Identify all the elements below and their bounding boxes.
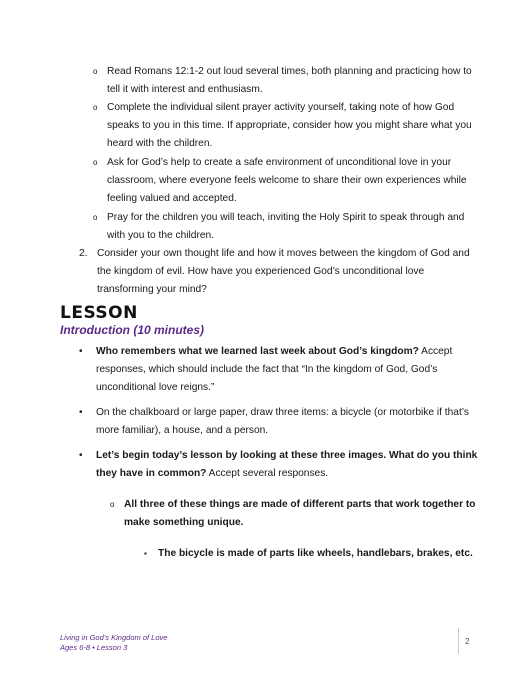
nested-detail-item [144,545,488,563]
square-bullet-marker: ▪ [144,549,147,558]
nested-detail-text: The bicycle is made of parts like wheels, handlebars, brakes, etc. [158,548,473,559]
footer-title: Living in God’s Kingdom of Love [60,633,168,642]
numbered-item-text: Consider your own thought life and how it moves between the kingdom of God and the kingdom of evil. How have you experienced God’s unconditional love transforming your mind? [97,248,470,296]
prep-subitem [93,99,482,154]
bullet-item [79,343,480,398]
section-heading: LESSON [60,303,138,323]
footer [60,633,167,653]
subheading: Introduction (10 minutes) [60,323,204,337]
prep-subitem-text: Ask for God’s help to create a safe environment of unconditional love in your classroom, where everyone feels welcome to share their own experiences while feeling valued and accepted. [107,157,467,205]
numbered-item [79,245,479,300]
nested-subitem [110,496,480,532]
prep-subitem-text: Complete the individual silent prayer activity yourself, taking note of how God speaks to you in this time. If appropriate, consider how you might share what you heard with the children. [107,102,472,150]
nested-subitem-text: All three of these things are made of different parts that work together to make something unique. [124,499,476,529]
page-number: 2 [465,637,470,646]
prep-subitem [93,209,482,245]
item-number: 2. [79,248,88,259]
hollow-circle-marker: o [93,213,98,222]
bullet-item [79,404,480,440]
prep-subitem-text: Read Romans 12:1-2 out loud several times, both planning and practicing how to tell it with interest and enthusiasm. [107,66,472,96]
hollow-circle-marker: o [110,500,115,509]
hollow-circle-marker: o [93,67,98,76]
bullet-marker: • [79,346,83,357]
hollow-circle-marker: o [93,103,98,112]
prep-subitem [93,63,482,99]
prep-subitem [93,154,482,209]
footer-divider [458,628,459,654]
prep-subitem-text: Pray for the children you will teach, inviting the Holy Spirit to speak through and with you to the children. [107,212,465,242]
bullet-text: On the chalkboard or large paper, draw three items: a bicycle (or motorbike if that’s more familiar), a house, and a person. [96,407,469,437]
footer-subtitle: Ages 6-8 • Lesson 3 [60,643,128,652]
bullet-bold-text: Who remembers what we learned last week about God’s kingdom? [96,346,419,357]
hollow-circle-marker: o [93,158,98,167]
bullet-marker: • [79,407,83,418]
bullet-bold-text: Let’s begin today’s lesson by looking at these three images. What do you think they have in common? [96,450,478,480]
bullet-marker: • [79,450,83,461]
bullet-item [79,447,480,483]
bullet-text: Accept several responses. [206,468,329,480]
bullet-text: Accept responses, which should include the fact that “In the kingdom of God, God’s unconditional love reigns.” [96,346,453,394]
